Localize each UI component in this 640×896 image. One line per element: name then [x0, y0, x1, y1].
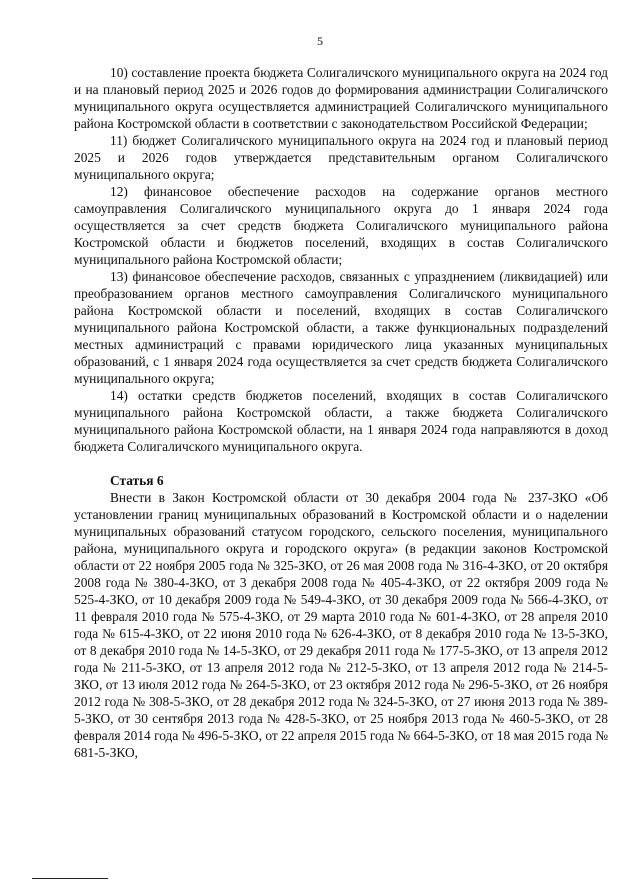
- list-item-11: 11) бюджет Солигаличского муниципального округа на 2024 год и плановый период 2025 и 2026 годов утверждается представительным органом Солигаличского муниципального округа;: [74, 133, 608, 182]
- list-item-12: 12) финансовое обеспечение расходов на содержание органов местного самоуправления Солигаличского муниципального округа до 1 января 2024 года осуществляется за счет средств бюджета Солигаличского муниципального района Костромской области и бюджетов поселений, входящих в состав Солигаличского муниципального района Костромской области;: [74, 184, 608, 267]
- article-text: Внести в Закон Костромской области от 30 декабря 2004 года № 237-ЗКО «Об установлении границ муниципальных образований в Костромской области и о наделении муниципальных образований статусом городского, сельского поселения, муниципального района, муниципального округа и городского округа» (в редакции законов Костромской области от 22 ноября 2005 года № 325-ЗКО, от 26 мая 2008 года № 316-4-ЗКО, от 20 октября 2008 года № 380-4-ЗКО, от 3 декабря 2008 года № 405-4-ЗКО, от 22 октября 2009 года № 525-4-ЗКО, от 10 декабря 2009 года № 549-4-ЗКО, от 30 декабря 2009 года № 566-4-ЗКО, от 11 февраля 2010 года № 575-4-ЗКО, от 29 марта 2010 года № 601-4-ЗКО, от 28 апреля 2010 года № 615-4-ЗКО, от 22 июня 2010 года № 626-4-ЗКО, от 8 декабря 2010 года № 13-5-ЗКО, от 8 декабря 2010 года № 14-5-ЗКО, от 29 декабря 2011 года № 177-5-ЗКО, от 13 апреля 2012 года № 211-5-ЗКО, от 13 апреля 2012 года № 212-5-ЗКО, от 13 апреля 2012 года № 214-5-ЗКО, от 13 июля 2012 года № 264-5-ЗКО, от 23 октября 2012 года № 296-5-ЗКО, от 26 ноября 2012 года № 308-5-ЗКО, от 28 декабря 2012 года № 324-5-ЗКО, от 27 июня 2013 года № 389-5-ЗКО, от 30 сентября 2013 года № 428-5-ЗКО, от 25 ноября 2013 года № 460-5-ЗКО, от 28 февраля 2014 года № 496-5-ЗКО, от 22 апреля 2015 года № 664-5-ЗКО, от 18 мая 2015 года № 681-5-ЗКО,: [74, 490, 608, 760]
- footer-divider: [32, 878, 108, 879]
- list-item-14: 14) остатки средств бюджетов поселений, входящих в состав Солигаличского муниципального района Костромской области, а также бюджета Солигаличского муниципального района Костромской области, на 1 января 2024 года направляются в доход бюджета Солигаличского муниципального округа.: [74, 388, 608, 454]
- list-item-13: 13) финансовое обеспечение расходов, связанных с упразднением (ликвидацией) или преобразованием органов местного самоуправления Солигаличского муниципального района Костромской области и поселений, входящих в состав Солигаличского муниципального района Костромской области, а также функциональных подразделений местных администраций с правами юридического лица указанных муниципальных образований, с 1 января 2024 года осуществляется за счет средств бюджета Солигаличского муниципального округа;: [74, 269, 608, 386]
- section-spacer: [74, 455, 608, 472]
- page-number: 5: [317, 34, 323, 48]
- document-body: [74, 64, 608, 761]
- list-item-10: 10) составление проекта бюджета Солигаличского муниципального округа на 2024 год и на плановый период 2025 и 2026 годов до формирования администрации Солигаличского муниципального округа осуществляется администрацией Солигаличского муниципального района Костромской области в соответствии с законодательством Российской Федерации;: [74, 65, 608, 131]
- article-heading: Статья 6: [110, 473, 164, 488]
